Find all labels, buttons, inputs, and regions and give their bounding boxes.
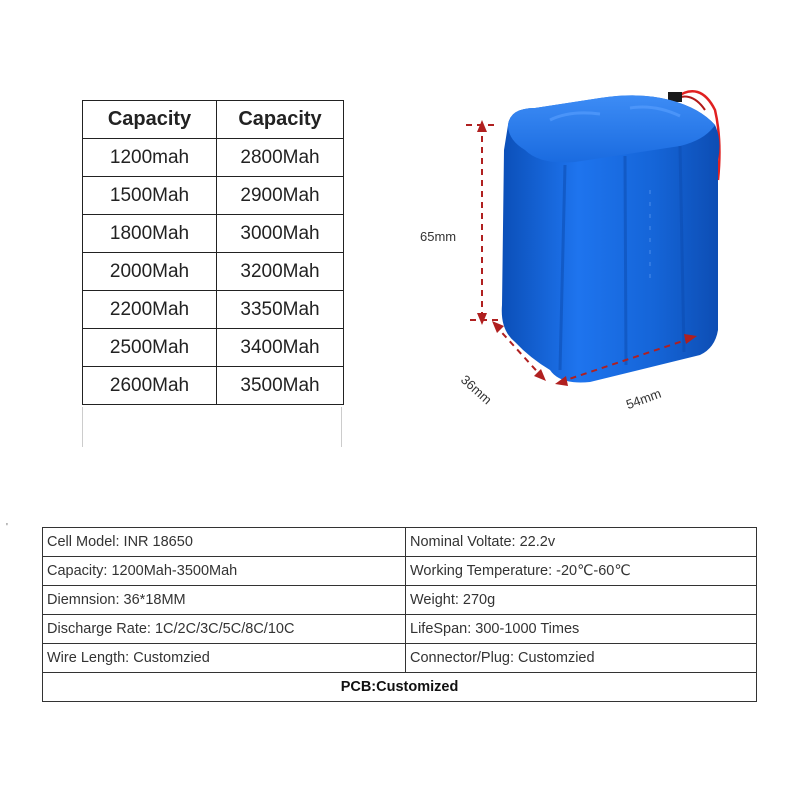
height-dimension-line bbox=[466, 125, 500, 320]
table-row bbox=[43, 673, 757, 702]
capacity-cell: 1800Mah bbox=[83, 215, 217, 253]
spec-cell: Nominal Voltate: 22.2v bbox=[406, 528, 757, 557]
capacity-cell: 2900Mah bbox=[217, 177, 344, 215]
capacity-cell: 2600Mah bbox=[83, 367, 217, 405]
arrow-upleft-icon bbox=[492, 321, 504, 333]
spec-cell: Capacity: 1200Mah-3500Mah bbox=[43, 557, 406, 586]
spec-cell: Wire Length: Customzied bbox=[43, 644, 406, 673]
margin-marker: ' bbox=[6, 522, 8, 533]
spec-cell: Connector/Plug: Customzied bbox=[406, 644, 757, 673]
spec-cell: Diemnsion: 36*18MM bbox=[43, 586, 406, 615]
spec-cell: LifeSpan: 300-1000 Times bbox=[406, 615, 757, 644]
table-row bbox=[83, 291, 344, 329]
table-row bbox=[83, 215, 344, 253]
table-row bbox=[43, 586, 757, 615]
table-row bbox=[83, 329, 344, 367]
table-row bbox=[43, 644, 757, 673]
capacity-cell: 2000Mah bbox=[83, 253, 217, 291]
capacity-cell: 3500Mah bbox=[217, 367, 344, 405]
capacity-cell: 3000Mah bbox=[217, 215, 344, 253]
capacity-table bbox=[82, 100, 344, 405]
pcb-footer: PCB:Customized bbox=[43, 673, 757, 702]
spec-cell: Weight: 270g bbox=[406, 586, 757, 615]
capacity-cell: 2200Mah bbox=[83, 291, 217, 329]
capacity-cell: 2800Mah bbox=[217, 139, 344, 177]
spec-cell: Discharge Rate: 1C/2C/3C/5C/8C/10C bbox=[43, 615, 406, 644]
capacity-header: Capacity bbox=[217, 101, 344, 139]
table-row bbox=[83, 253, 344, 291]
spec-cell: Working Temperature: -20℃-60℃ bbox=[406, 557, 757, 586]
battery-pack-illustration bbox=[400, 80, 740, 420]
table-divider bbox=[341, 407, 342, 447]
arrow-downright-icon bbox=[534, 369, 546, 381]
table-row bbox=[83, 367, 344, 405]
spec-table bbox=[42, 527, 757, 702]
capacity-cell: 3200Mah bbox=[217, 253, 344, 291]
capacity-cell: 1500Mah bbox=[83, 177, 217, 215]
width-label: 54mm bbox=[624, 385, 664, 413]
table-divider bbox=[82, 407, 83, 447]
table-row bbox=[83, 177, 344, 215]
capacity-cell: 3350Mah bbox=[217, 291, 344, 329]
battery-pack-icon bbox=[400, 80, 740, 420]
table-row bbox=[83, 139, 344, 177]
capacity-cell: 1200mah bbox=[83, 139, 217, 177]
height-label: 65mm bbox=[420, 229, 457, 244]
capacity-cell: 2500Mah bbox=[83, 329, 217, 367]
capacity-table-header bbox=[83, 101, 344, 139]
table-row bbox=[43, 615, 757, 644]
depth-label: 36mm bbox=[457, 372, 495, 408]
capacity-cell: 3400Mah bbox=[217, 329, 344, 367]
capacity-header: Capacity bbox=[83, 101, 217, 139]
table-row bbox=[43, 528, 757, 557]
table-row bbox=[43, 557, 757, 586]
spec-cell: Cell Model: INR 18650 bbox=[43, 528, 406, 557]
